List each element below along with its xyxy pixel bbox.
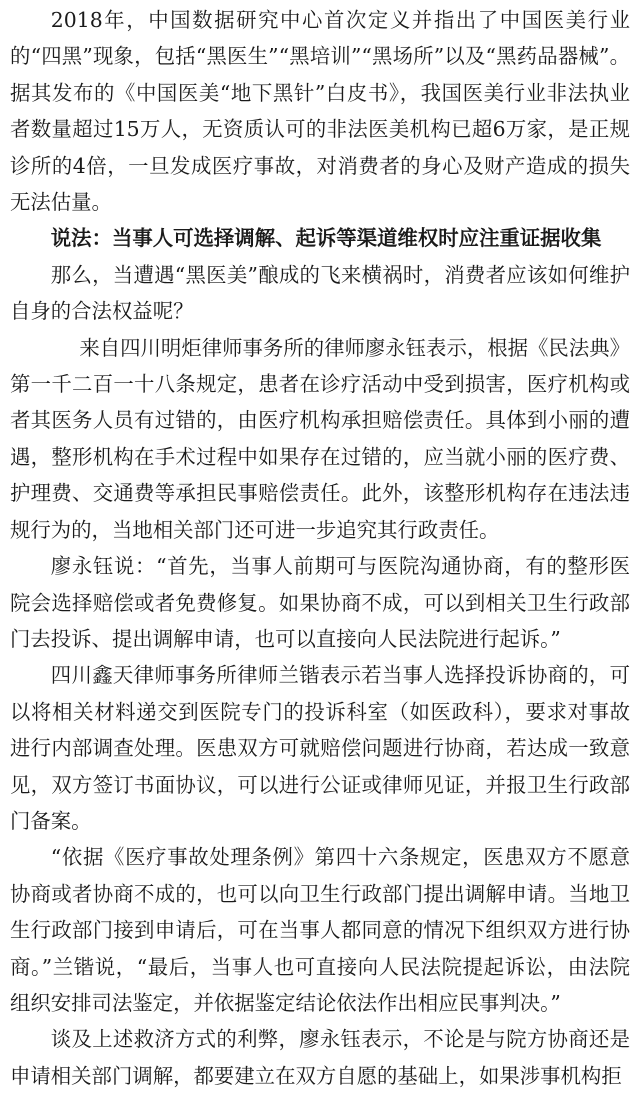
paragraph-lawyer-liao-civil-code: 来自四川明炬律师事务所的律师廖永钰表示，根据《民法典》第一千二百一十八条规定，患者在诊疗活动中受到损害，医疗机构或者其医务人员有过错的，由医疗机构承担赔偿责任。具体到小丽的遭遇，整形机构在手术过程中如果存在过错的，应当就小丽的医疗费、护理费、交通费等承担民事赔偿责任。此外，该整形机构存在违法违规行为的，当地相关部门还可进一步追究其行政责任。	[10, 335, 630, 542]
paragraph-lawyer-lan-complaint: 四川鑫天律师事务所律师兰锴表示若当事人选择投诉协商的，可以将相关材料递交到医院专门的投诉科室（如医政科），要求对事故进行内部调查处理。医患双方可就赔偿问题进行协商，若达成一致意见，双方签订书面协议，可以进行公证或律师见证，并报卫生行政部门备案。	[10, 663, 630, 833]
paragraph-question: 那么，当遭遇“黑医美”酿成的飞来横祸时，消费者应该如何维护自身的合法权益呢？	[10, 262, 630, 324]
paragraph-industry-four-blacks: 2018年，中国数据研究中心首次定义并指出了中国医美行业的“四黑”现象，包括“黑医生”“黑培训”“黑场所”以及“黑药品器械”。据其发布的《中国医美“地下黑针”白皮书》，我国医美行业非法执业者数量超过15万人，无资质认可的非法医美机构已超6万家，是正规诊所的4倍，一旦发成医疗事故，对消费者的身心及财产造成的损失无法估量。	[10, 8, 630, 215]
paragraph-liao-quote: 廖永钰说：“首先，当事人前期可与医院沟通协商，有的整形医院会选择赔偿或者免费修复。如果协商不成，可以到相关卫生行政部门去投诉、提出调解申请，也可以直接向人民法院进行起诉。”	[10, 554, 630, 651]
section-heading-legal-advice: 说法：当事人可选择调解、起诉等渠道维权时应注重证据收集	[50, 226, 602, 251]
paragraph-pros-cons: 谈及上述救济方式的利弊，廖永钰表示，不论是与院方协商还是申请相关部门调解，都要建立在双方自愿的基础上，如果涉事机构拒	[10, 1027, 630, 1088]
paragraph-regulation-quote: “依据《医疗事故处理条例》第四十六条规定，医患双方不愿意协商或者协商不成的，也可以向卫生行政部门提出调解申请。当地卫生行政部门接到申请后，可在当事人都同意的情况下组织双方进行协商。”兰锴说，“最后，当事人也可直接向人民法院提起诉讼，由法院组织安排司法鉴定，并依据鉴定结论依法作出相应民事判决。”	[10, 845, 630, 1015]
